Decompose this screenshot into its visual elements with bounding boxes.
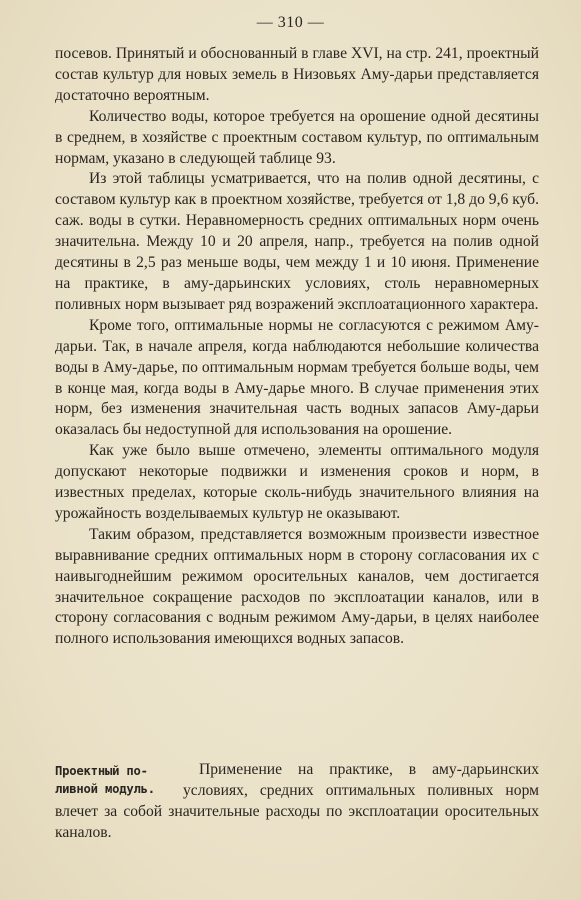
section-design-irrigation-module [55,760,539,844]
section-paragraph: Применение на практике, в аму-дарьинских условиях, средних оптимальных поливных норм влечет за собой значительные расходы по эксплоатации оросительных каналов. [55,761,539,841]
side-heading-line-2: ливной модуль. [55,782,155,796]
paragraph-4: Кроме того, оптимальные нормы не согласуются с режимом Аму-дарьи. Так, в начале апреля, когда наблюдаются небольшие количества воды в Аму-дарье, по оптимальным нормам требуется больше воды, чем в конце мая, когда воды в Аму-дарье много. В случае применения этих норм, без изменения значительная часть водных запасов Аму-дарьи оказалась бы недоступной для использования на орошение. [55,316,539,439]
paragraph-2: Количество воды, которое требуется на орошение одной десятины в среднем, в хозяйстве с проектным составом культур, по оптимальным нормам, указано в следующей таблице 93. [55,107,539,167]
side-heading-line-1: Проектный по- [55,764,148,778]
page-number: — 310 — [256,14,325,31]
paragraph-5: Как уже было выше отмечено, элементы оптимального модуля допускают некоторые подвижки и изменения сроков и норм, в известных пределах, которые сколь-нибудь значительного влияния на урожайность возделываемых культур не оказывают. [55,442,539,522]
side-heading [55,760,173,798]
paragraph-1: посевов. Принятый и обоснованный в главе XVI, на стр. 241, проектный состав культур для новых земель в Низовьях Аму-дарьи представляется достаточно вероятным. [55,45,539,104]
paragraph-3: Из этой таблицы усматривается, что на полив одной десятины, с составом культур как в проектном хозяйстве, требуется от 1,8 до 9,6 куб. саж. воды в сутки. Неравномерность средних оптимальных норм очень значительна. Между 10 и 20 апреля, напр., требуется на полив одной десятины в 2,5 раз меньше воды, чем между 1 и 10 июня. Применение на практике, в аму-дарьинских условиях, столь неравномерных поливных норм вызывает ряд возражений эксплоатационного характера. [55,170,539,313]
paragraph-6: Таким образом, представляется возможным произвести известное выравнивание средних оптимальных норм в сторону согласования их с наивыгоднейшим режимом оросительных каналов, чем достигается значительное сокращение расходов по эксплоатации каналов, или в сторону согласования с водным режимом Аму-дарьи, в целях наиболее полного использования имеющихся водных запасов. [55,525,539,648]
body-text [55,44,539,650]
